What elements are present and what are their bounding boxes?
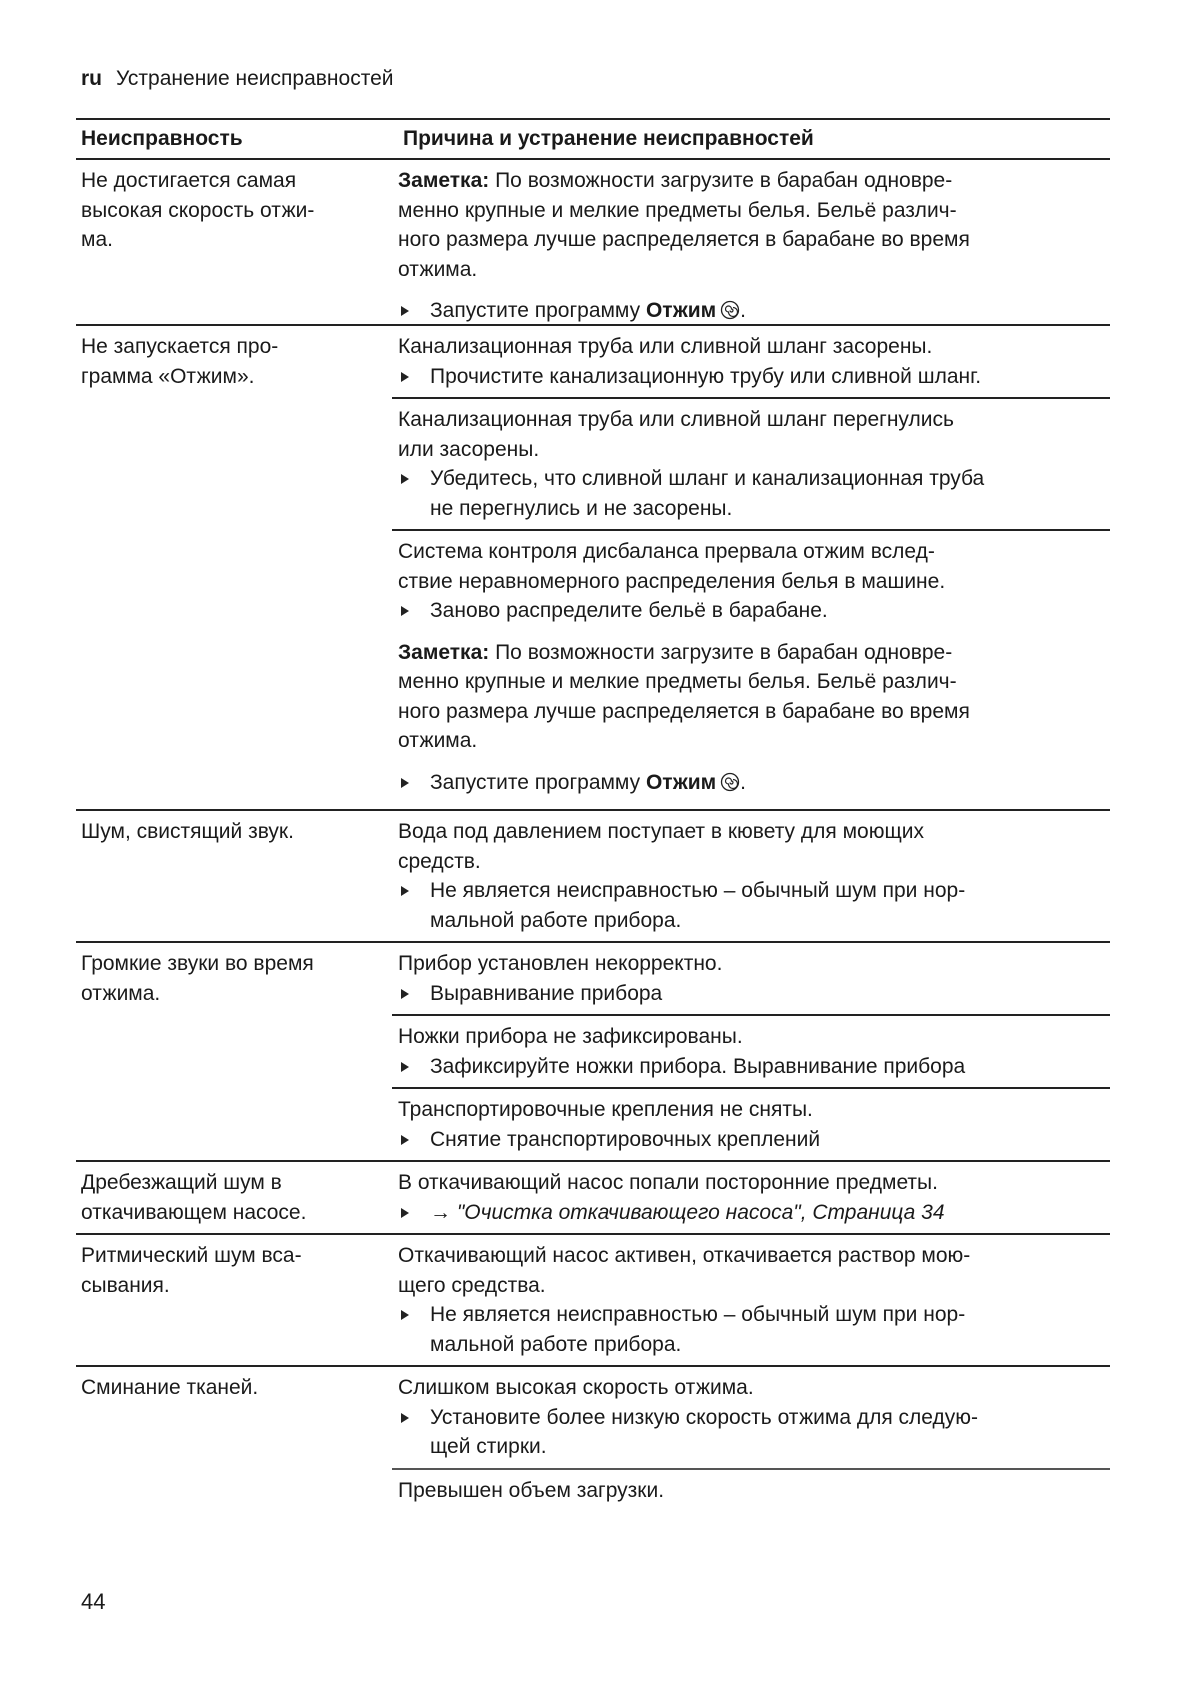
- program-name: Отжим: [645, 299, 717, 322]
- header-fault: Неисправность: [81, 127, 243, 150]
- cause-text: Система контроля дисбаланса прервала отжим вслед- ствие неравномерного распределения белья в машине.: [398, 540, 946, 593]
- action-item: Не является неисправностью – обычный шум при нор- мальной работе прибора.: [398, 876, 1110, 935]
- note-label: Заметка:: [398, 640, 490, 664]
- table-row: [76, 1367, 1110, 1514]
- action-link[interactable]: Зафиксируйте ножки прибора. Выравнивание прибора: [430, 1054, 966, 1078]
- cause-text: Слишком высокая скорость отжима.: [398, 1376, 754, 1399]
- cause-block: [392, 811, 1110, 941]
- cause-cell: [392, 943, 1110, 1160]
- cause-text: Транспортировочные крепления не сняты.: [398, 1098, 813, 1121]
- action-item: Заново распределите бельё в барабане.: [398, 596, 1110, 626]
- action-item: Запустите программу Отжим .: [398, 296, 1110, 329]
- bullet-triangle-icon: [401, 1135, 409, 1145]
- table-row: [76, 160, 1110, 326]
- cause-block: [392, 1014, 1110, 1087]
- action-item: [398, 1198, 1110, 1228]
- table-row: [76, 811, 1110, 943]
- cause-text: Ножки прибора не зафиксированы.: [398, 1025, 743, 1048]
- fault-cell: Ритмический шум вса- сывания.: [81, 1244, 302, 1297]
- cause-cell: [392, 1235, 1110, 1365]
- cause-text: Откачивающий насос активен, откачивается раствор мою- щего средства.: [398, 1244, 971, 1297]
- cause-block: [392, 943, 1110, 1014]
- fault-cell: Не достигается самая высокая скорость отжи- ма.: [81, 169, 315, 251]
- bullet-triangle-icon: [401, 1208, 409, 1218]
- cause-text: Вода под давлением поступает в кювету для моющих средств.: [398, 820, 924, 873]
- header-cause: Причина и устранение неисправностей: [403, 127, 814, 150]
- bullet-triangle-icon: [401, 474, 409, 484]
- note-text: По возможности загрузите в барабан одновре- менно крупные и мелкие предметы белья. Бельё различ- ного размера лучше распределяется в барабане во время отжима.: [398, 169, 970, 281]
- action-item: Убедитесь, что сливной шланг и канализационная труба не перегнулись и не засорены.: [398, 464, 1110, 523]
- note: [398, 638, 1110, 756]
- bullet-triangle-icon: [401, 1310, 409, 1320]
- fault-cell: Сминание тканей.: [81, 1376, 259, 1399]
- cause-block: [392, 160, 1110, 338]
- running-head: [81, 66, 394, 92]
- cause-cell: [392, 1162, 1110, 1233]
- spin-icon: [720, 771, 740, 801]
- cause-cell: [392, 326, 1110, 809]
- note: [398, 166, 1110, 284]
- note-label: Заметка:: [398, 169, 490, 192]
- page-number: 44: [81, 1589, 106, 1614]
- cause-block: [392, 397, 1110, 529]
- fault-cell: Не запускается про- грамма «Отжим».: [81, 335, 279, 388]
- bullet-triangle-icon: [401, 372, 409, 382]
- action-link[interactable]: Выравнивание прибора: [430, 981, 663, 1005]
- cause-cell: [392, 811, 1110, 941]
- language-code: ru: [81, 67, 102, 90]
- action-link[interactable]: Снятие транспортировочных креплений: [430, 1127, 821, 1151]
- cross-reference-link[interactable]: → "Очистка откачивающего насоса", Страница 34: [430, 1200, 945, 1224]
- action-item: [398, 1052, 1110, 1082]
- cause-cell: [392, 1367, 1110, 1514]
- bullet-triangle-icon: [401, 778, 409, 788]
- cause-block: [392, 1468, 1110, 1515]
- action-item: Установите более низкую скорость отжима для следую- щей стирки.: [398, 1403, 1110, 1462]
- action-item: Прочистите канализационную трубу или сливной шланг.: [398, 362, 1110, 392]
- fault-cell: Дребезжащий шум в откачивающем насосе.: [81, 1171, 307, 1224]
- table-row: [76, 943, 1110, 1162]
- bullet-triangle-icon: [401, 306, 409, 316]
- cause-cell: [392, 160, 1110, 324]
- bullet-triangle-icon: [401, 1413, 409, 1423]
- bullet-triangle-icon: [401, 886, 409, 896]
- action-item: [398, 979, 1110, 1009]
- spin-icon: [720, 299, 740, 329]
- bullet-triangle-icon: [401, 606, 409, 616]
- cause-text: В откачивающий насос попали посторонние предметы.: [398, 1171, 938, 1194]
- troubleshooting-table: [76, 118, 1110, 1514]
- cause-text: Канализационная труба или сливной шланг перегнулись или засорены.: [398, 408, 954, 461]
- cause-block: [392, 1162, 1110, 1233]
- cause-text: Превышен объем загрузки.: [398, 1478, 665, 1502]
- table-row: [76, 1235, 1110, 1367]
- action-item: Запустите программу Отжим .: [398, 768, 1110, 801]
- cause-block: [392, 1235, 1110, 1365]
- action-item: [398, 1125, 1110, 1155]
- fault-cell: Шум, свистящий звук.: [81, 820, 294, 843]
- cause-text: Прибор установлен некорректно.: [398, 952, 723, 975]
- cause-block: [392, 1087, 1110, 1160]
- table-row: [76, 326, 1110, 811]
- program-name: Отжим: [645, 770, 717, 794]
- table-header: [76, 118, 1110, 160]
- cause-block: [392, 529, 1110, 809]
- cause-block: [392, 1367, 1110, 1468]
- action-item: Не является неисправностью – обычный шум при нор- мальной работе прибора.: [398, 1300, 1110, 1359]
- bullet-triangle-icon: [401, 989, 409, 999]
- note-text: По возможности загрузите в барабан одновре- менно крупные и мелкие предметы белья. Бельё различ- ного размера лучше распределяется в барабане во время отжима.: [398, 640, 970, 752]
- bullet-triangle-icon: [401, 1062, 409, 1072]
- table-row: [76, 1162, 1110, 1235]
- action-text: Запустите программу: [430, 299, 646, 322]
- cause-block: [392, 326, 1110, 397]
- fault-cell: Громкие звуки во время отжима.: [81, 952, 314, 1005]
- cause-text: Канализационная труба или сливной шланг засорены.: [398, 335, 933, 358]
- section-title: Устранение неисправностей: [116, 67, 394, 90]
